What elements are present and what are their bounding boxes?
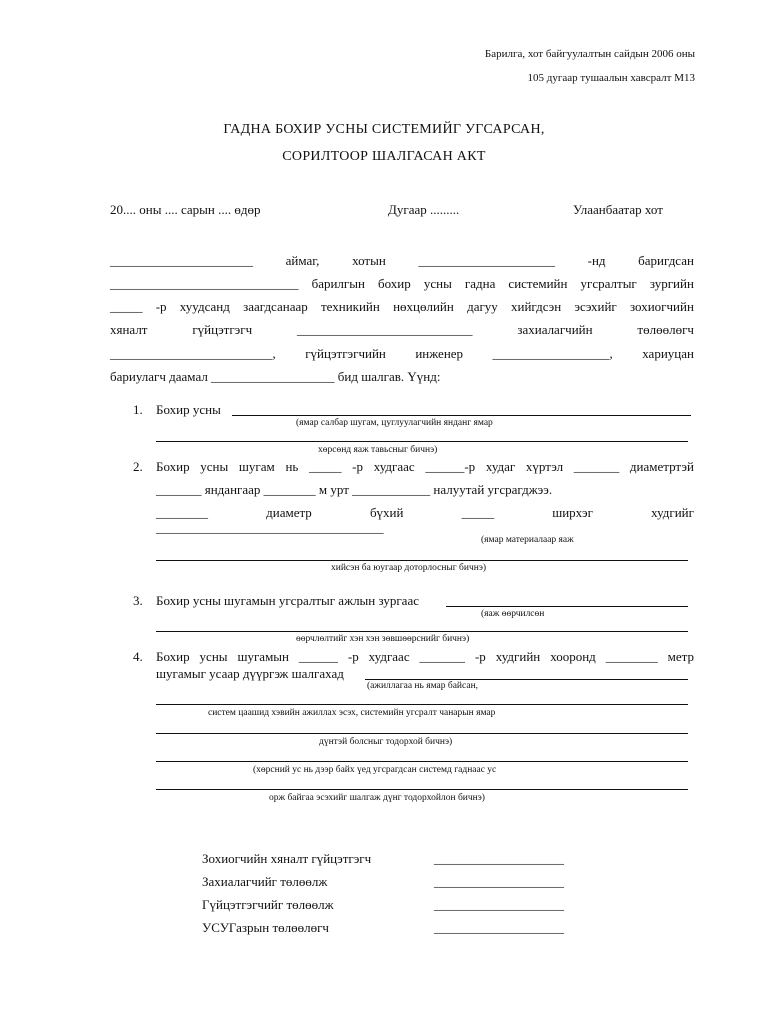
word: худгаас bbox=[373, 459, 415, 474]
word: Бохир bbox=[156, 649, 190, 664]
item-4-blank-line-4 bbox=[156, 761, 688, 762]
item-3-number: 3. bbox=[133, 593, 143, 608]
item-3-blank-line-2 bbox=[156, 631, 688, 632]
word: эсэхийг bbox=[574, 299, 617, 314]
item-3-caption-1: (яаж өөрчилсөн bbox=[481, 609, 545, 619]
signature-blank-contractor: ____________________ bbox=[434, 897, 564, 912]
word: шугам bbox=[238, 459, 275, 474]
intro-row-2 bbox=[110, 276, 694, 292]
word: хийгдсэн bbox=[511, 299, 562, 314]
word: дагуу bbox=[467, 299, 498, 314]
blank: _____ bbox=[461, 505, 495, 520]
word: бүхий bbox=[369, 505, 404, 520]
signature-label-contractor: Гүйцэтгэгчийг төлөөлж bbox=[202, 897, 334, 912]
intro-row-3 bbox=[110, 299, 694, 315]
word: худаг bbox=[485, 459, 516, 474]
word: хотын bbox=[352, 253, 386, 268]
blank: ________ bbox=[156, 505, 208, 520]
word: хяналт bbox=[110, 322, 148, 337]
word: барилгын bbox=[311, 276, 365, 291]
item-1-blank-line bbox=[232, 415, 691, 416]
item-2-number: 2. bbox=[133, 459, 143, 474]
item-4-row-2: шугамыг усаар дүүргэж шалгахад bbox=[156, 666, 344, 681]
word: хуудсанд bbox=[179, 299, 230, 314]
word: зургийн bbox=[649, 276, 694, 291]
signature-blank-client: ____________________ bbox=[434, 874, 564, 889]
item-3-blank-line bbox=[446, 606, 688, 607]
blank: _______ bbox=[573, 459, 620, 474]
blank: ______ bbox=[298, 649, 338, 664]
item-1-text: Бохир усны bbox=[156, 402, 221, 417]
word: худгийн bbox=[495, 649, 541, 664]
word: хүртэл bbox=[525, 459, 564, 474]
item-1-number: 1. bbox=[133, 402, 143, 417]
word: хооронд bbox=[550, 649, 596, 664]
word: нь bbox=[285, 459, 299, 474]
word: нөхцөлийн bbox=[393, 299, 454, 314]
word: төлөөлөгч bbox=[637, 322, 694, 337]
item-2-row-4: ___________________________________ bbox=[156, 520, 384, 535]
word: -р bbox=[347, 649, 359, 664]
item-4-caption-4: (хөрсний ус нь дээр байх үед угсрагдсан системд гаднаас ус bbox=[253, 765, 497, 775]
word: -р bbox=[352, 459, 364, 474]
item-1-caption-1: (ямар салбар шугам, цуглуулагчийн янданг ямар bbox=[296, 418, 493, 428]
word: усны bbox=[423, 276, 452, 291]
intro-row-1 bbox=[110, 253, 694, 269]
building-blank: _____________________________ bbox=[110, 276, 299, 291]
word: гүйцэтгэгчийн bbox=[305, 346, 386, 361]
item-4-blank-line-5 bbox=[156, 789, 688, 790]
item-4-caption-2: систем цаашид хэвийн ажиллах эсэх, системийн угсралт чанарын ямар bbox=[208, 708, 496, 718]
word: диаметр bbox=[266, 505, 312, 520]
blank: ______-р bbox=[425, 459, 476, 474]
word: -р bbox=[155, 299, 167, 314]
item-4-caption-3: дүнтэй болсныг тодорхой бичнэ) bbox=[319, 737, 453, 747]
word: Бохир bbox=[156, 459, 190, 474]
signature-blank-usug: ____________________ bbox=[434, 920, 564, 935]
city-name: Улаанбаатар хот bbox=[573, 202, 663, 217]
word: техникийн bbox=[320, 299, 380, 314]
word: -нд bbox=[587, 253, 606, 268]
supervisor-blank: ___________________________ bbox=[296, 322, 473, 337]
intro-row-6: бариулагч даамал ___________________ бид шалгав. Үүнд: bbox=[110, 369, 441, 384]
word: угсралтыг bbox=[580, 276, 637, 291]
signature-label-client: Захиалагчийг төлөөлж bbox=[202, 874, 328, 889]
document-title-line-1: ГАДНА БОХИР УСНЫ СИСТЕМИЙГ УГСАРСАН, bbox=[223, 122, 545, 137]
item-2-row-3 bbox=[156, 505, 694, 521]
item-4-blank-line-2 bbox=[156, 704, 688, 705]
date-field: 20.... оны .... сарын .... өдөр bbox=[110, 202, 261, 217]
word: хариуцан bbox=[642, 346, 694, 361]
word: инженер bbox=[415, 346, 464, 361]
city-blank: _____________________ bbox=[418, 253, 555, 268]
word: гүйцэтгэгч bbox=[192, 322, 253, 337]
word: диаметртэй bbox=[629, 459, 694, 474]
item-4-blank-line-3 bbox=[156, 733, 688, 734]
item-4-number: 4. bbox=[133, 649, 143, 664]
word: бохир bbox=[378, 276, 411, 291]
header-line-2: 105 дугаар тушаалын хавсралт М13 bbox=[527, 72, 695, 84]
word: заагдсанаар bbox=[243, 299, 308, 314]
word: метр bbox=[667, 649, 694, 664]
signature-label-usug: УСУГазрын төлөөлөгч bbox=[202, 920, 329, 935]
blank: _____ bbox=[309, 459, 342, 474]
blank: ________ bbox=[605, 649, 658, 664]
word: баригдсан bbox=[638, 253, 694, 268]
word: аймаг, bbox=[285, 253, 320, 268]
item-4-row-1 bbox=[156, 649, 694, 665]
intro-row-5 bbox=[110, 346, 694, 362]
word: усны bbox=[199, 649, 228, 664]
blank: _______ bbox=[419, 649, 466, 664]
item-2-caption-1: (ямар материалаар яаж bbox=[481, 535, 574, 545]
client-rep-blank: _________________________, bbox=[110, 346, 276, 361]
word: системийн bbox=[508, 276, 568, 291]
item-2-blank-line bbox=[156, 560, 688, 561]
item-4-blank-line-1 bbox=[365, 679, 688, 680]
intro-row-4 bbox=[110, 322, 694, 338]
item-2-row-2: _______ яндангаар ________ м урт ____________ налуутай угсрагджээ. bbox=[156, 482, 553, 497]
item-2-row-1 bbox=[156, 459, 694, 475]
item-2-caption-2: хийсэн ба юугаар доторлосныг бичнэ) bbox=[331, 563, 487, 573]
word: захиалагчийн bbox=[517, 322, 593, 337]
engineer-blank: __________________, bbox=[492, 346, 613, 361]
document-title-line-2: СОРИЛТООР ШАЛГАСАН АКТ bbox=[282, 149, 486, 164]
word: -р bbox=[474, 649, 486, 664]
word: худгийг bbox=[651, 505, 694, 520]
word: зохиогчийн bbox=[629, 299, 694, 314]
word: гадна bbox=[464, 276, 496, 291]
word: шугамын bbox=[237, 649, 289, 664]
item-3-text: Бохир усны шугамын угсралтыг ажлын зургаас bbox=[156, 593, 419, 608]
word: худгаас bbox=[368, 649, 410, 664]
word: усны bbox=[200, 459, 229, 474]
item-1-caption-2: хөрсөнд яаж тавьсныг бичнэ) bbox=[318, 445, 438, 455]
aimag-blank: ______________________ bbox=[110, 253, 253, 268]
item-4-caption-5: орж байгаа эсэхийг шалгаж дүнг тодорхойлон бичнэ) bbox=[269, 793, 485, 803]
signature-blank-author-supervisor: ____________________ bbox=[434, 851, 564, 866]
page-blank: _____ bbox=[110, 299, 143, 314]
word: ширхэг bbox=[552, 505, 593, 520]
signature-label-author-supervisor: Зохиогчийн хяналт гүйцэтгэгч bbox=[202, 851, 372, 866]
item-3-caption-2: өөрчлөлтийг хэн хэн зөвшөөрснийг бичнэ) bbox=[296, 634, 470, 644]
item-1-blank-line-2 bbox=[156, 441, 688, 442]
header-line-1: Барилга, хот байгуулалтын сайдын 2006 оны bbox=[484, 48, 695, 60]
document-number: Дугаар ......... bbox=[388, 202, 460, 217]
item-4-caption-1: (ажиллагаа нь ямар байсан, bbox=[367, 681, 479, 691]
